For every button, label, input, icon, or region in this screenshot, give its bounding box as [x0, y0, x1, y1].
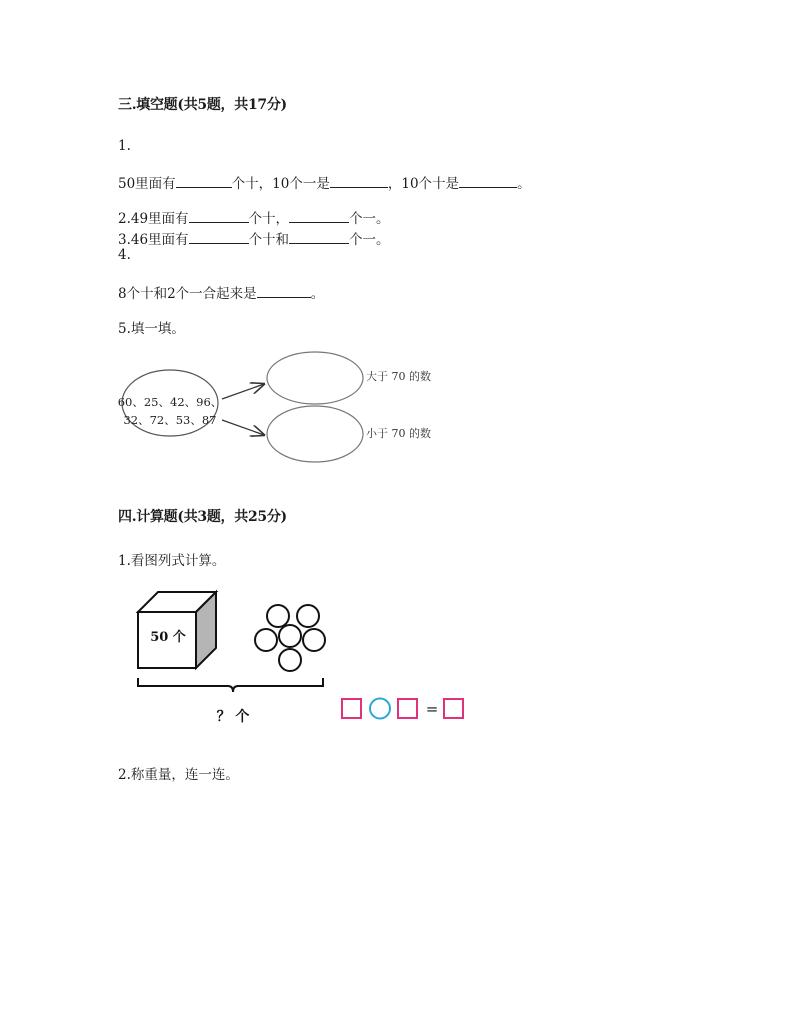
q1-blank-3[interactable]: [459, 175, 517, 188]
q3-blank-2[interactable]: [289, 231, 349, 244]
q2-text-b: 个十，: [248, 211, 290, 227]
numbers-line-2: 32、72、53、87: [123, 413, 217, 427]
calc-q1-text: 1.看图列式计算。: [118, 553, 226, 569]
circle-unit: [303, 629, 325, 651]
answer-box-result[interactable]: [444, 699, 463, 718]
q5-text: 5.填一填。: [118, 321, 185, 337]
q4-line: [118, 282, 324, 302]
answer-box-1[interactable]: [342, 699, 361, 718]
total-brace: [138, 678, 323, 692]
q1-text-b: 个十，10个一是: [231, 176, 330, 192]
circle-unit: [279, 649, 301, 671]
arrow-up: [222, 384, 264, 399]
arrow-down: [222, 420, 264, 435]
q1-number: 1.: [118, 138, 131, 154]
section4-title: 四.计算题(共3题，共25分): [118, 509, 287, 525]
q2-blank-2[interactable]: [289, 210, 349, 223]
q1-line: [118, 172, 531, 192]
less-than-70-oval[interactable]: [267, 406, 363, 462]
q4-number: 4.: [118, 247, 131, 263]
greater-than-70-label: 大于 70 的数: [366, 370, 431, 383]
q3-line: [118, 228, 390, 248]
q2-text-a: 2.49里面有: [118, 211, 189, 227]
picture-calc-figure: [130, 588, 475, 730]
tens-cube: [138, 592, 216, 668]
calc-q2-text: 2.称重量，连一连。: [118, 767, 239, 783]
q1-text-a: 50里面有: [118, 176, 176, 192]
circle-unit: [267, 605, 289, 627]
section3-title: 三.填空题(共5题，共17分): [118, 97, 287, 113]
q2-line: [118, 207, 390, 227]
question-label: ？ 个: [216, 709, 250, 725]
q1-text-d: 。: [517, 176, 531, 192]
q2-blank-1[interactable]: [189, 210, 249, 223]
operator-circle[interactable]: [370, 699, 390, 719]
answer-box-2[interactable]: [398, 699, 417, 718]
numbers-line-1: 60、25、42、96、: [118, 395, 223, 409]
q4-text-a: 8个十和2个一合起来是: [118, 286, 257, 302]
q3-text-c: 个一。: [349, 232, 390, 248]
equals-sign: =: [425, 700, 439, 718]
q4-blank[interactable]: [257, 285, 311, 298]
q3-blank-1[interactable]: [189, 231, 249, 244]
circle-unit: [255, 629, 277, 651]
q4-text-b: 。: [310, 286, 325, 302]
number-sort-diagram: [118, 348, 478, 473]
q1-blank-2[interactable]: [330, 175, 388, 188]
circle-unit: [297, 605, 319, 627]
ones-circles: [255, 605, 325, 671]
q3-text-a: 3.46里面有: [118, 232, 189, 248]
q3-text-b: 个十和: [248, 232, 290, 248]
greater-than-70-oval[interactable]: [267, 352, 363, 404]
q2-text-c: 个一。: [349, 211, 390, 227]
cube-label: 50 个: [150, 630, 186, 645]
q1-blank-1[interactable]: [176, 175, 232, 188]
q1-text-c: ，10个十是: [387, 176, 460, 192]
less-than-70-label: 小于 70 的数: [366, 427, 431, 440]
circle-unit: [279, 625, 301, 647]
